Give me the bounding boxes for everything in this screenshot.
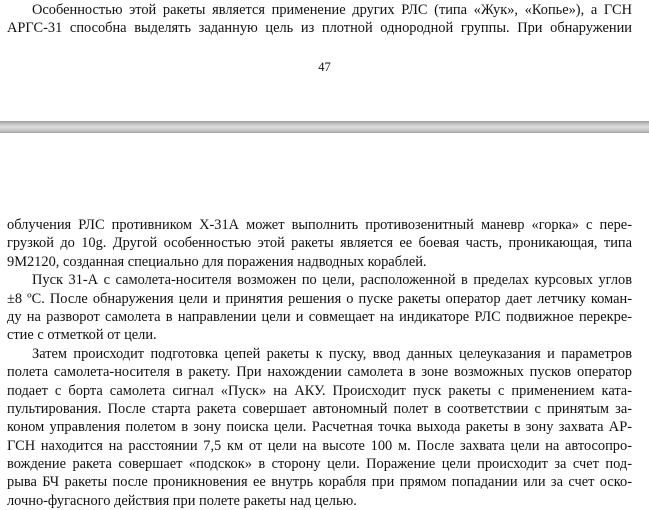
text-line: Пуск 31-А с самолета-носителя возможен по цели, расположенной в пределах курсовых углов [32,272,632,289]
text-line: пультирования. После старта ракета совершает автономный полет в соответствии с принятым за- [7,400,632,417]
text-line: ду на разворот самолета в направлении цели и совмещает на индикаторе РЛС подвижное перекре- [7,308,632,325]
top-page-text [7,1,632,38]
bottom-page-text [7,216,632,510]
text-line: полета самолета-носителя в ракету. При нахождении самолета в зоне возможных пусков оператор [7,364,632,381]
text-line: ГСН находится на расстоянии 7,5 км от цели на высоте 100 м. После захвата цели на автосопро- [7,437,632,454]
text-line: облучения РЛС противником Х-31А может выполнить противозенитный маневр «горка» с пере- [7,217,632,233]
page-number: 47 [318,60,331,74]
text-line: 9М2120, созданная специально для поражения надводных кораблей. [7,253,427,270]
text-line: рыва БЧ ракеты после проникновения ее внутрь корабля при прямом попадании или за счет оско- [7,474,632,491]
text-line: лочно-фугасного действия при полете ракеты над целью. [7,492,357,509]
text-line: Затем происходит подготовка цепей ракеты к пуску, ввод данных целеуказания и параметров [32,345,632,362]
text-line: стие с отметкой от цели. [7,327,157,344]
text-line: грузкой до 10g. Другой особенностью этой ракеты является ее боевая часть, проникающая, типа [7,235,632,252]
text-line: ±8 ºС. После обнаружения цели и принятия решения о пуске ракеты оператор дает летчику коман- [7,290,632,307]
text-line: АРГС-31 способна выделять заданную цель из плотной однородной группы. При обнаружении [7,20,632,37]
text-line: коном управления полетом в зону поиска цели. Расчетная точка выхода ракеты в зону захвата АР- [7,419,632,436]
bottom-page [0,133,649,509]
top-page [0,0,649,121]
text-line: Особенностью этой ракеты является применение других РЛС (типа «Жук», «Копье»), а ГСН [32,2,632,18]
text-line: подает с борта самолета сигнал «Пуск» на АКУ. Происходит пуск ракеты с применением ката- [7,382,632,399]
page-separator [0,121,649,133]
text-line: вождение ракета совершает «подскок» в сторону цели. Поражение цели происходит за счет под- [7,456,632,473]
